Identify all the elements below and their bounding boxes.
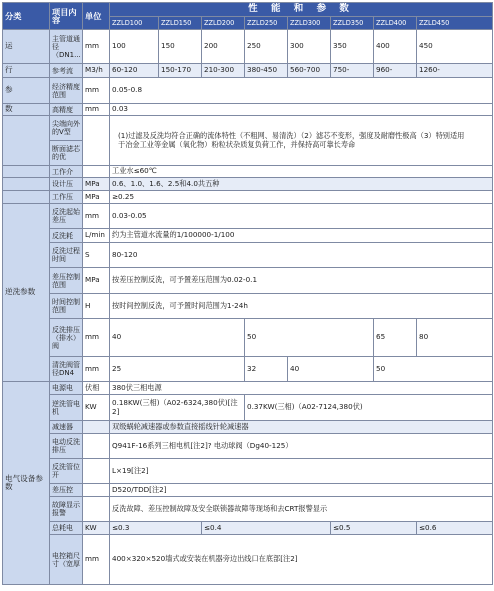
row-unit: mm [83,357,110,382]
row-value: 65 [374,319,417,357]
row-label: 尖端向外的V型 [50,116,83,141]
row-value: 40 [288,357,374,382]
row-unit: MPa [83,178,110,191]
row-value: 750- [331,64,374,78]
model-header: ZZLD300 [288,17,331,30]
row-value: 1260- [417,64,493,78]
row-unit: M3/h [83,64,110,78]
row-label: 逆洗管电机 [50,395,83,421]
row-label: 经济精度范围 [50,78,83,104]
row-label: 反洗管位开 [50,459,83,484]
row-value: 0.03-0.05 [110,204,493,229]
category-cell-empty [3,191,50,204]
row-value: 按差压控制反洗，可予置差压范围为0.02-0.1 [110,268,493,294]
row-value: 450 [417,30,493,64]
row-value: ≤0.3 [110,522,202,535]
row-unit: mm [83,104,110,116]
row-label: 断面滤芯的优 [50,141,83,166]
row-unit: mm [83,204,110,229]
row-value: 150 [159,30,202,64]
row-value: 约为主管道水流量的1/100000-1/100 [110,229,493,243]
row-label: 差压控制范围 [50,268,83,294]
row-value: 380-450 [245,64,288,78]
spec-table [2,2,493,585]
row-value: 0.05-0.8 [110,78,493,104]
row-value: 按时间控制反洗，可予置时间范围为1-24h [110,294,493,319]
row-label: 反洗起始差压 [50,204,83,229]
row-value: D520/TDD[注2] [110,484,493,497]
row-value: 反洗故障、差压控制故障及安全联锁器故障等现场和去CRT报警显示 [110,497,493,522]
row-value: 150-170 [159,64,202,78]
row-value: 100 [110,30,159,64]
row-value: 250 [245,30,288,64]
row-value: 80 [417,319,493,357]
row-unit [83,421,110,434]
row-value: ≤0.4 [202,522,331,535]
model-header: ZZLD200 [202,17,245,30]
row-unit [83,484,110,497]
row-value: 400×320×520墙式或安装在机器旁边出线口在底部[注2] [110,535,493,585]
category-electrical: 电气设备参数 [3,382,50,585]
row-label: 差压控 [50,484,83,497]
row-value: 0.18KW(三相)（A02-6324,380伏)[注2] [110,395,245,421]
row-unit: mm [83,535,110,585]
row-label: 时间控制范围 [50,294,83,319]
row-label: 工作介 [50,166,83,178]
row-label: 反洗耗 [50,229,83,243]
row-value: 210-300 [202,64,245,78]
category-cell-empty [3,178,50,191]
row-label: 清洗阀管径DN4 [50,357,83,382]
row-value: 350 [331,30,374,64]
row-value: 32 [245,357,288,382]
category-backwash: 逆洗参数 [3,204,50,382]
row-unit [83,116,110,166]
row-value: 工业水≤60℃ [110,166,493,178]
category-cell: 参 [3,78,50,104]
row-value: ≥0.25 [110,191,493,204]
row-unit: mm [83,78,110,104]
row-label: 主管道通径（DN1... [50,30,83,64]
row-label: 工作压 [50,191,83,204]
model-header: ZZLD150 [159,17,202,30]
row-unit: MPa [83,268,110,294]
row-unit [83,459,110,484]
model-header: ZZLD450 [417,17,493,30]
row-unit: mm [83,30,110,64]
row-unit: MPa [83,191,110,204]
row-value: 0.03 [110,104,493,116]
row-value: Q941F-16系列三相电机[注2]? 电动球阀（Dg40-125） [110,434,493,459]
row-value: 400 [374,30,417,64]
row-value: 200 [202,30,245,64]
row-value: (1)过滤及反洗均符合正确的流体特性（不粗网、易清洗）（2）滤芯不变形，强度及耐磨性极高（3）特别适用于冶金工业等金属（氧化物）粉粒状杂质复负荷工作，并保持高可靠长寿命 [110,116,493,166]
row-value: L×19[注2] [110,459,493,484]
row-label: 反洗排压（排水）阀 [50,319,83,357]
row-label: 减速器 [50,421,83,434]
header-params: 性 能 和 参 数 [110,3,493,17]
row-label: 电动反洗排压 [50,434,83,459]
row-label: 参考流 [50,64,83,78]
row-label: 反洗过程时间 [50,243,83,268]
row-value: 560-700 [288,64,331,78]
row-label: 高精度 [50,104,83,116]
row-unit [83,497,110,522]
row-unit [83,166,110,178]
category-cell: 运 [3,30,50,64]
row-unit: 伏相 [83,382,110,395]
row-value: 25 [110,357,245,382]
row-label: 总耗电 [50,522,83,535]
row-value: ≤0.6 [417,522,493,535]
row-value: 0.6、1.0、1.6、2.5和4.0共五种 [110,178,493,191]
row-value: 300 [288,30,331,64]
row-unit: H [83,294,110,319]
header-unit: 单位 [83,3,110,30]
category-cell: 数 [3,104,50,116]
row-value: 380伏三相电源 [110,382,493,395]
row-value: 80-120 [110,243,493,268]
row-unit: S [83,243,110,268]
row-value: ≤0.5 [331,522,417,535]
header-category: 分类 [3,3,50,30]
row-value: 双级蜗轮减速器或参数直接摇线针轮减速器 [110,421,493,434]
row-unit: KW [83,522,110,535]
header-item: 项目内容 [50,3,83,30]
row-unit: mm [83,319,110,357]
row-value: 50 [374,357,493,382]
model-header: ZZLD400 [374,17,417,30]
row-unit: KW [83,395,110,421]
category-cell: 行 [3,64,50,78]
category-cell-empty [3,166,50,178]
row-unit: L/min [83,229,110,243]
row-unit [83,434,110,459]
row-label: 故障显示报警 [50,497,83,522]
model-header: ZZLD250 [245,17,288,30]
model-header: ZZLD100 [110,17,159,30]
row-value: 960- [374,64,417,78]
row-value: 40 [110,319,245,357]
row-value: 50 [245,319,374,357]
row-value: 0.37KW(三相)（A02-7124,380伏) [245,395,493,421]
category-cell-empty [3,116,50,166]
row-value: 60-120 [110,64,159,78]
row-label: 电控箱尺寸（宽厚 [50,535,83,585]
row-label: 设计压 [50,178,83,191]
model-header: ZZLD350 [331,17,374,30]
row-label: 电源电 [50,382,83,395]
